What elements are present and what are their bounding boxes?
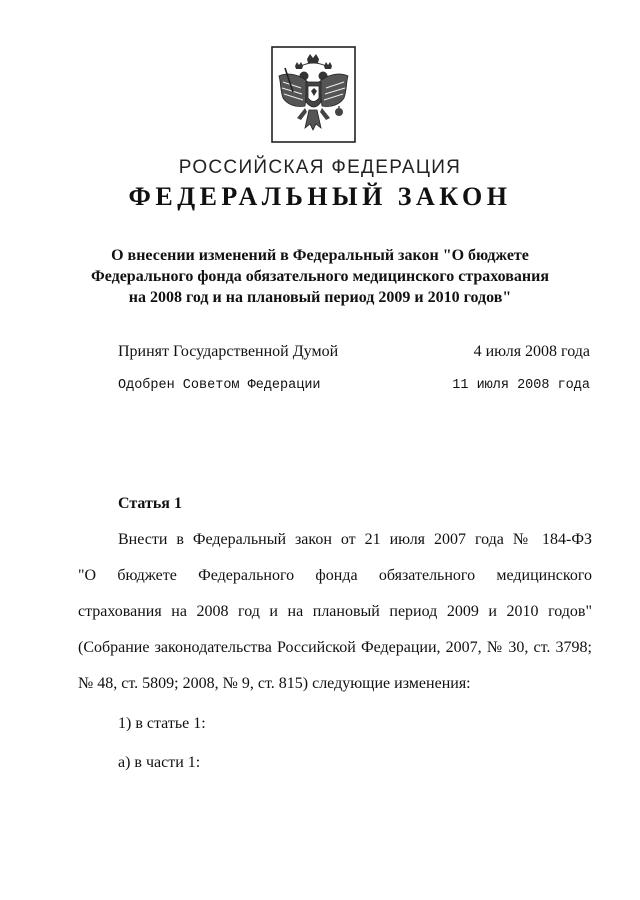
- law-title: [60, 245, 580, 308]
- paragraph-line: (Собрание законодательства Российской Федерации, 2007, № 30, ст. 3798;: [78, 639, 592, 656]
- approval-label: Одобрен Советом Федерации: [118, 378, 321, 393]
- adoption-date: 4 июля 2008 года: [473, 343, 590, 360]
- paragraph-line: "О бюджете Федерального фонда обязательного медицинского: [78, 567, 592, 584]
- adoption-label: Принят Государственной Думой: [118, 343, 339, 360]
- paragraph-line: страхования на 2008 год и на плановый период 2009 и 2010 годов": [78, 603, 592, 620]
- law-title-line: на 2008 год и на плановый период 2009 и 2010 годов": [128, 289, 512, 306]
- list-item: а) в части 1:: [118, 754, 201, 771]
- approval-date: 11 июля 2008 года: [452, 378, 590, 393]
- paragraph-line: № 48, ст. 5809; 2008, № 9, ст. 815) следующие изменения:: [78, 675, 471, 692]
- country-name: РОССИЙСКАЯ ФЕДЕРАЦИЯ: [178, 157, 462, 178]
- law-title-line: О внесении изменений в Федеральный закон "О бюджете: [111, 247, 529, 264]
- law-title-line: Федерального фонда обязательного медицинского страхования: [90, 268, 550, 285]
- list-item: 1) в статье 1:: [118, 715, 206, 732]
- law-type-heading: ФЕДЕРАЛЬНЫЙ ЗАКОН: [128, 182, 512, 211]
- paragraph-line: Внести в Федеральный закон от 21 июля 2007 года № 184-ФЗ: [118, 531, 592, 548]
- coat-of-arms-icon: [271, 46, 356, 143]
- article-heading: Статья 1: [118, 495, 182, 512]
